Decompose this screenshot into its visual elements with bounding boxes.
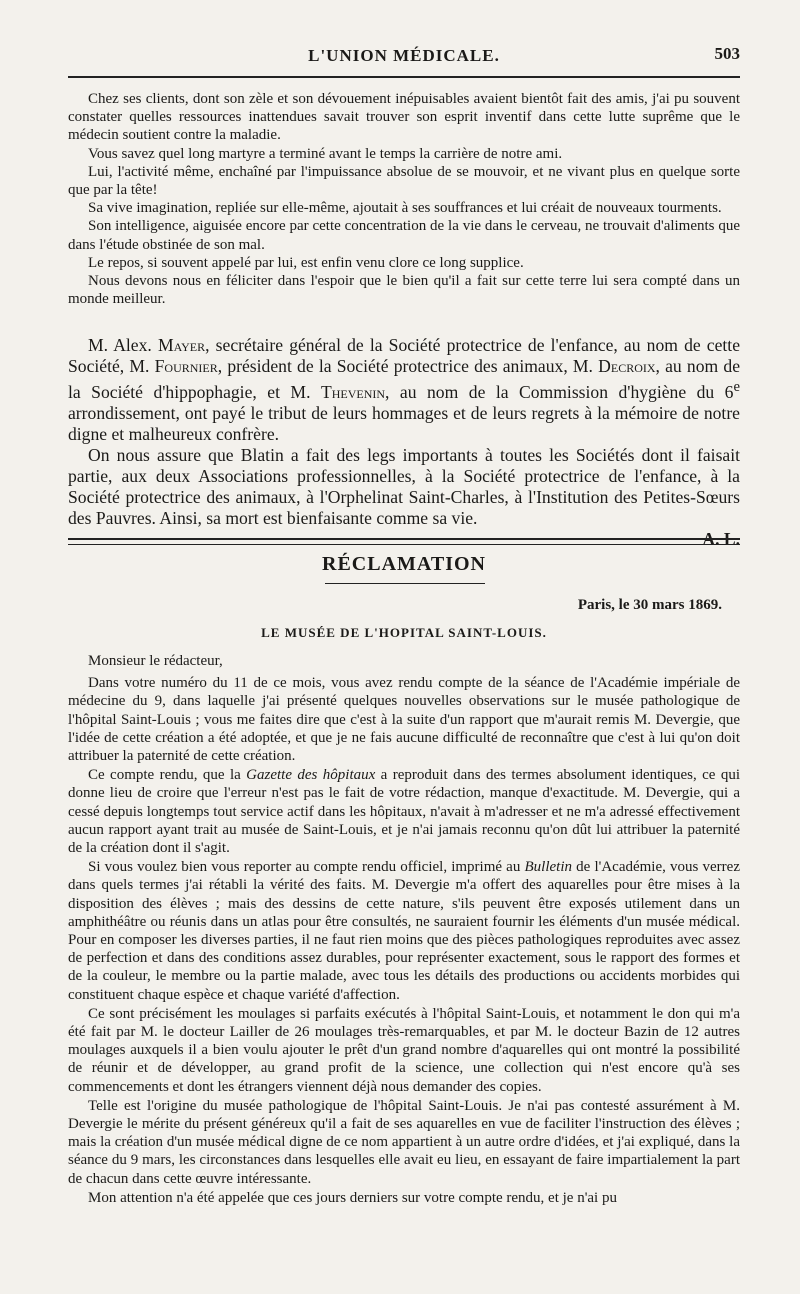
signature: A. L. [702,528,740,549]
obituary-paragraph: Sa vive imagination, repliée sur elle-même, ajoutait à ses souffrances et lui créait de nouveaux tourments. [88,200,722,217]
dateline: Paris, le 30 mars 1869. [577,597,722,613]
publication-name: Bulletin [524,859,572,876]
text-run: Ce compte rendu, que la [88,767,247,784]
header-rule [68,76,740,78]
text-run: , président de la Société protectrice des animaux, M. [217,356,599,376]
section-title: RÉCLAMATION [322,553,486,575]
obituary-paragraph: Son intelligence, aiguisée encore par cette concentration de la vie dans le cerveau, ne trouvait d'aliments que dans l'étude obstinée de son mal. [68,218,740,253]
text-run: a reproduit dans des termes absolument identiques, ce qui donne lieu de croire que l'erreur n'est pas le fait de votre rédaction, manque d'exactitude. M. Devergie, qui a cessé depuis longtemps tout service actif dans les hôpitaux, n'avait à m'adresser et ne m'a adressé effectivement aucun rapport ayant trait au musée de Saint-Louis, et je n'ai jamais reconnu qu'on dût lui attribuer la paternité de la création dont il s'agit. [68,767,740,857]
obituary-paragraph: Vous savez quel long martyre a terminé avant le temps la carrière de notre ami. [88,145,563,162]
page-header [68,44,740,74]
letter-paragraph [68,858,740,1004]
letter-paragraph [68,766,740,857]
text-run: de l'Académie, vous verrez dans quels termes j'ai rétabli la vérité des faits. M. Devergie m'a offert des aquarelles pour être mises à la disposition des élèves ; mais des dessins de cette nature, s'ils peuvent être exposés utilement dans un amphithéâtre ou réunis dans un atlas pour être consultés, ne sauraient fournir les éléments d'un musée médical. Pour en composer les diverses parties, il ne faut rien moins que des pièces pathologiques reproduites avec assez de perfection et dans des conditions assez durables, pour représenter exactement, sous le rapport des formes et de la couleur, le membre ou la partie malade, avec tous les détails des productions ou accidents morbides qui constituent chaque espèce et chaque variété d'affection. [68,859,740,1003]
journal-name: Gazette des hôpitaux [246,767,376,784]
letter-paragraph: Ce sont précisément les moulages si parfaits exécutés à l'hôpital Saint-Louis, et notamment le don qui m'a été fait par M. le docteur Lailler de 26 moulages très-remarquables, et par M. le docteur Bazin de 12 autres moulages auxquels il a bien voulu ajouter le prêt d'un grand nombre d'aquarelles qui ont montré la possibilité de réunir et de développer, au grand profit de la science, une collection qui n'est encore qu'à ses commencements et dont les étrangers viennent déjà nous demander des copies. [68,1005,740,1095]
obituary-paragraph: Le repos, si souvent appelé par lui, est enfin venu clore ce long supplice. [88,254,524,271]
superscript: e [733,379,740,395]
obituary-paragraph: Chez ses clients, dont son zèle et son dévouement inépuisables avaient bientôt fait des amis, j'ai pu souvent constater quelles ressources inattendues savait trouver son esprit inventif dans cette lutte suprême que le médecin soutient contre la maladie. [68,91,740,144]
tribute-paragraph [68,335,740,445]
text-run: , au nom de la Commission d'hygiène du 6 [385,381,734,402]
obituary-text [68,90,740,308]
letter-paragraph: Mon attention n'a été appelée que ces jours derniers sur votre compte rendu, et je n'ai pu [88,1189,617,1206]
letter-paragraph: Telle est l'origine du musée pathologique de l'hôpital Saint-Louis. Je n'ai pas contesté assurément à M. Devergie le mérite du présent généreux qu'il a fait de ses aquarelles en vue de faciliter l'instruction des élèves ; mais la création d'un musée médical digne de ce nom appartient à un autre ordre d'idées, et j'ai expliqué, dans la séance du 9 mars, les circonstances dans lesquelles elle avait eu lieu, en essayant de faire impartialement la part de chacun dans cette œuvre intéressante. [68,1097,740,1187]
page-number: 503 [714,44,740,63]
running-title: L'UNION MÉDICALE. [308,46,500,65]
text-run: , au nom de la Société d'hippophagie, et M. [68,356,740,402]
person-name: Mayer [157,335,206,355]
person-name: Thevenin [320,381,386,402]
letter-title: LE MUSÉE DE L'HOPITAL SAINT-LOUIS. [261,625,547,640]
person-name: Decroix [598,356,656,376]
tribute-paragraph: On nous assure que Blatin a fait des legs importants à toutes les Sociétés dont il faisait partie, aux deux Associations professionnelles, à la Société protectrice de l'enfance, à la Société protectrice des animaux, à l'Orphelinat Saint-Charles, à l'Institution des Petites-Sœurs des Pauvres. Ainsi, sa mort est bienfaisante comme sa vie. [68,444,740,528]
text-run: M. Alex. [88,335,158,355]
letter-body [68,652,740,1208]
section-divider [68,538,740,545]
obituary-paragraph: Lui, l'activité même, enchaîné par l'impuissance absolue de se mouvoir, et ne vivant plus en quelque sorte que par la tête! [68,163,740,199]
person-name: Fournier [154,356,218,376]
title-rule [325,583,485,584]
text-run: arrondissement, ont payé le tribut de leurs hommages et de leurs regrets à la mémoire de notre digne et malheureux confrère. [68,402,740,444]
tribute-text [68,335,740,550]
salutation: Monsieur le rédacteur, [88,653,223,669]
letter-paragraph: Dans votre numéro du 11 de ce mois, vous avez rendu compte de la séance de l'Académie impériale de médecine du 9, dans laquelle j'ai présenté quelques nouvelles observations sur le musée pathologique de l'hôpital Saint-Louis ; vous me faites dire que c'est à la suite d'un rapport que m'aurait remis M. Devergie, que l'idée de cette création a été adoptée, et que je ne fais aucune difficulté de reconnaître que c'est à lui qu'on doit attribuer la paternité de cette création. [68,675,740,765]
text-run: Si vous voulez bien vous reporter au compte rendu officiel, imprimé au [88,859,525,876]
text-run: , secrétaire général de la Société protectrice de l'enfance, au nom de cette Société, M. [68,335,741,376]
obituary-paragraph: Nous devons nous en féliciter dans l'espoir que le bien qu'il a fait sur cette terre lui sera compté dans un monde meilleur. [68,273,740,308]
